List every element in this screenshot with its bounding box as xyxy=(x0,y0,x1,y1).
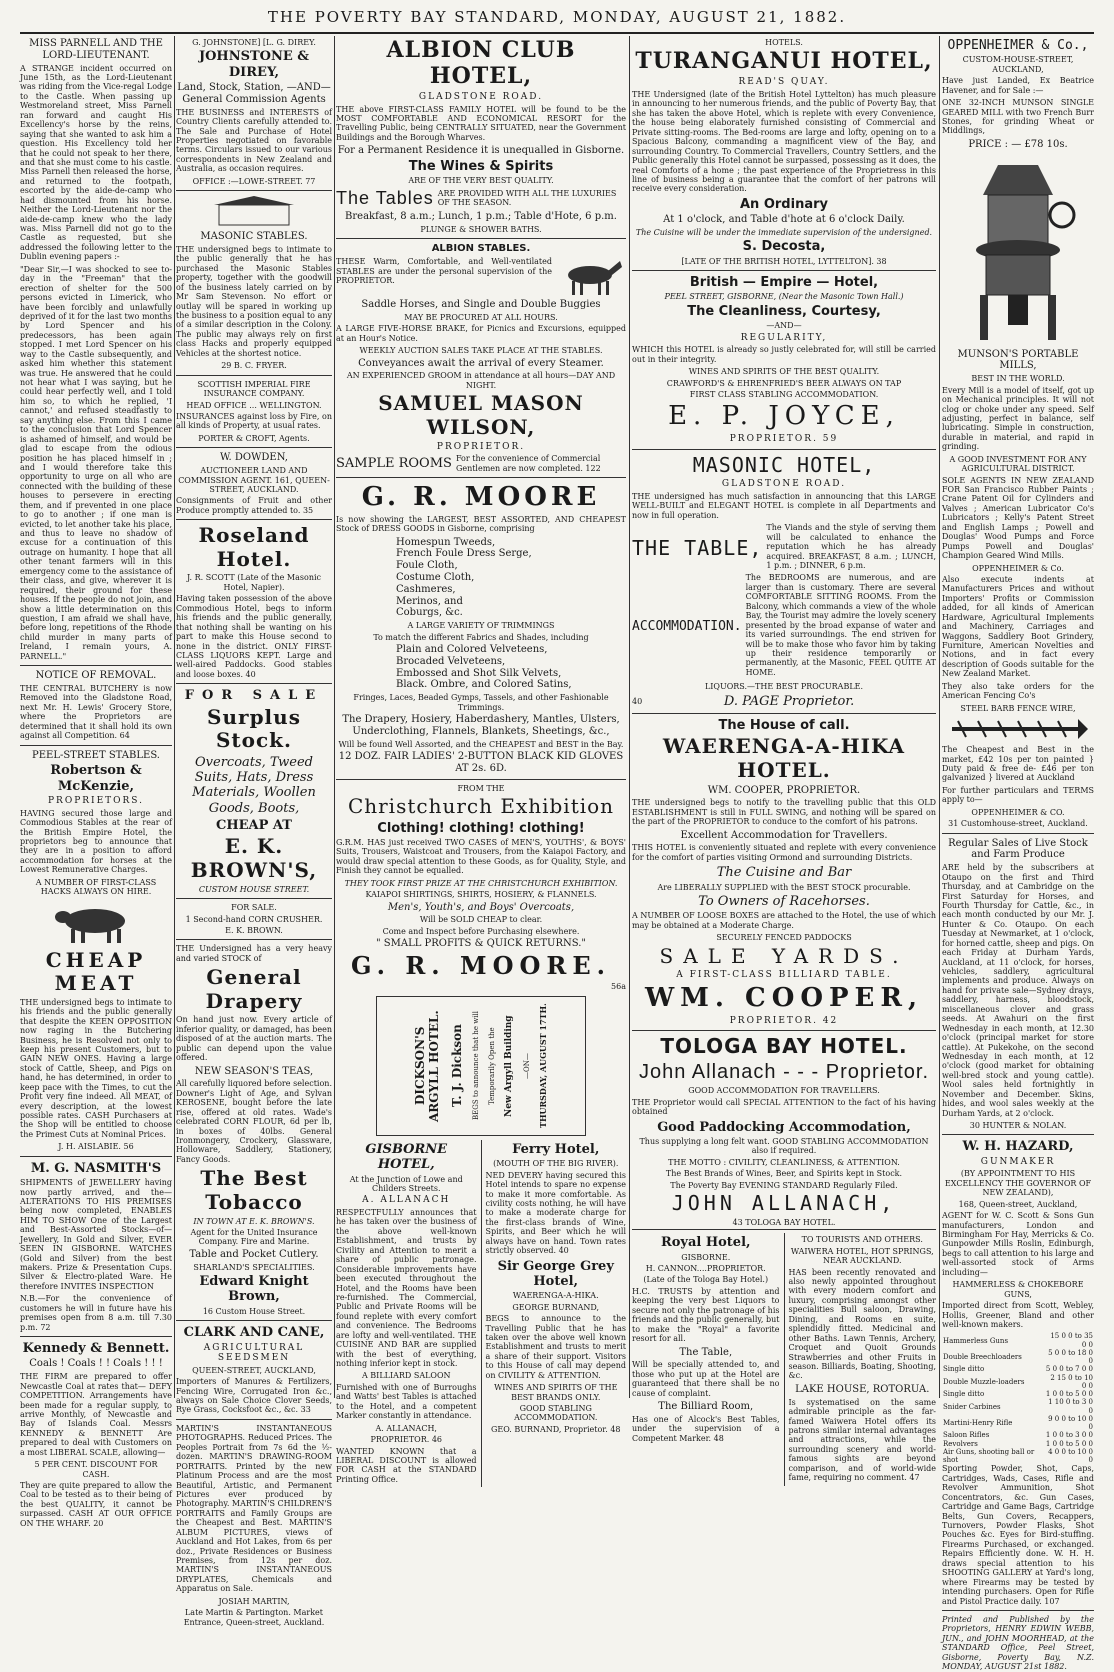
waiwera: WAIWERA HOTEL, HOT SPRINGS, NEAR AUCKLAND. xyxy=(790,1246,934,1266)
masonic-road: GLADSTONE ROAD. xyxy=(721,479,847,490)
burnand: GEORGE BURNAND, xyxy=(512,1302,600,1312)
joyce: E. P. JOYCE, xyxy=(668,401,900,432)
billiard-room-body: Has one of Alcock's Best Tables, under the supervision of a Competent Marker. 48 xyxy=(632,1414,780,1443)
table-row: Single ditto 1 0 0 to 5 0 0 xyxy=(943,1390,1093,1399)
nasmith-nb: N.B.—For the convenience of customers he will in future have his premises open from 8 a.m. till 7.30 p.m. 72 xyxy=(20,1294,172,1332)
article-body: A STRANGE incident occurred on June 15th, as the Lord-Lieutenant was riding from the Vice-regal Lodge to the Castle. When passing up Westmoreland street, Miss Parnell ran forward and caught His Excellency's horse by the reins, saying that she wanted to ask him a question. His Excellency told her that he could not speak to her there, and that she must come to his castle. Miss Parnell then released the horse, and returned to the footpath, escorted by the aide-de-camp who had dismounted from his horse. Neither the Lord-Lieutenant nor the aide-de-camp knew who the lady was. Miss Parnell did not go to the Castle as requested, but she addressed the following letter to the Dublin evening papers :- xyxy=(20,63,172,262)
article-letter: "Dear Sir,—I was shocked to see to-day in the "Freeman" that the erection of shelter for the 500 persons evicted in Limerick, who have been forcibly and unlawfully deprived of it for the last two months by Lord Spencer and his predecessors, has been again stopped. I met Lord Spencer on his way to the Castle subsequently, and asked him whether this statement was true. He answered that he could not hear what I was saying, but he could hear perfectly well, and I told him so, to which he replied, 'I cannot,' and refused steadfastly to say anything else. From this I came to the conclusion that Lord Spencer is ashamed of himself, and would be glad to escape from the odious position he has placed himself in ; and I would therefore take this opportunity to urge on all who are connected with the building of these houses to persevere in erecting them, and if prevented in one place to go to another ; if one man is evicted, to let another take his place, and thus to leave no shadow of excuse for a continuation of this outrage on humanity. I hope that all other tenant farmers will in this emergency come to the assistance of their class, and give, wherever it is required, their ground for these houses. If the people do not join, and show a little determination on this question, I am afraid we shall have, before long, repetitions of the Rhode child murder in many parts of Ireland, I remain yours, A. PARNELL." xyxy=(20,264,172,661)
auction: WEEKLY AUCTION SALES TAKE PLACE AT THE STABLES. xyxy=(359,346,603,356)
moore2-num: 56a xyxy=(611,982,626,992)
horse-icon xyxy=(556,257,626,297)
munson: MUNSON'S PORTABLE MILLS, xyxy=(957,348,1079,372)
trimmings: A LARGE VARIETY OF TRIMMINGS xyxy=(407,621,555,631)
ekbrown-full: Edward Knight Brown, xyxy=(199,1274,309,1305)
grey-wines: WINES AND SPIRITS OF THE BEST BRANDS ONLY. xyxy=(494,1383,618,1402)
british-sub: PEEL STREET, GISBORNE, (Near the Masonic Town Hall.) xyxy=(664,292,904,302)
ekb-addr: 16 Custom House Street. xyxy=(202,1306,306,1316)
waerenga: WAERENGA-A-HIKA HOTEL. xyxy=(662,734,906,782)
allanach2: A. ALLANACH, xyxy=(375,1423,437,1433)
removal-title: NOTICE OF REMOVAL. xyxy=(35,670,157,682)
tologa: TOLOGA BAY HOTEL. xyxy=(660,1034,908,1059)
brands: The Best Brands of Wines, Beer, and Spirits kept in Stock. xyxy=(665,1169,903,1179)
table2-body: Will be specially attended to, and those who put up at the Hotel are guaranteed that there shall be no cause of complaint. xyxy=(632,1360,780,1398)
billiard-body: Furnished with one of Burroughs and Watts' best Tables is attached to the Hotel, and a competent Marker constantly in attendance. xyxy=(336,1382,477,1421)
moore-item: French Foule Dress Serge, xyxy=(396,548,532,560)
kennedy-title: Kennedy & Bennett. xyxy=(22,1341,170,1357)
price: PRICE : — £78 10s. xyxy=(968,138,1068,150)
ordinary: An Ordinary xyxy=(740,196,828,212)
table: THE TABLE, xyxy=(632,535,763,560)
table-row: Saloon Rifles 1 0 0 to 3 0 0 xyxy=(943,1431,1093,1440)
gisborne-body: RESPECTFULLY announces that he has taken over the business of the above well-known Establishment, and trusts by Civility and Attention to merit a share of public patronage. Considerable improvements have been executed throughout the Hotel, and the Rooms have been re-furnished. The Commercial, Public and Private Rooms will be found replete with every comfort and convenience. The Bedrooms are lofty and well-ventilated. THE CUISINE AND BAR are supplied with the best of everything, nothing inferior kept in stock. xyxy=(336,1208,477,1369)
table-row: Revolvers 1 0 0 to 5 0 0 xyxy=(943,1439,1093,1448)
samuel: SAMUEL MASON WILSON, xyxy=(378,391,584,439)
albion-title: ALBION CLUB HOTEL, xyxy=(386,37,576,89)
column-1 xyxy=(20,36,172,1528)
masonic-sign: 29 B. C. FRYER. xyxy=(221,361,287,371)
fringes: Fringes, Laces, Beaded Gymps, Tassels, and other Fashionable Trimmings. xyxy=(353,693,609,712)
saddle: Saddle Horses, and Single and Double Buggies xyxy=(361,299,601,311)
british: British — Empire — Hotel, xyxy=(689,275,879,291)
mens: Men's, Youth's, and Boys' Overcoats, xyxy=(387,901,575,913)
decosta-sub: [LATE OF THE BRITISH HOTEL, LYTTELTON]. 38 xyxy=(681,256,887,266)
kaiapoi: KAIAPOI SHIRTINGS, SHIRTS, HOSIERY, & FLANNELS. xyxy=(365,890,597,900)
opp2-body: Also execute indents at Manufacturers Prices and without Importers' Profits or Commission added, for all kinds of American Hardware, Agricultural Implements and Machinery, Carriages and Waggons, Saddlery Boot Grindery, Furniture, American Novelties and Notions, and in fact every description of Goods suitable for the New Zealand Market. xyxy=(942,574,1094,679)
fence: STEEL BARB FENCE WIRE, xyxy=(960,703,1076,713)
wines-sub: ARE OF THE VERY BEST QUALITY. xyxy=(408,176,554,186)
billiard: A BILLIARD SALOON xyxy=(361,1371,451,1381)
meat-body: THE undersigned begs to intimate to his friends and the public generally that despite the KEEN OPPOSITION now raging in the Butchering Business, he is Resolved not only to keep his present Customers, but to GAIN NEW ONES. Having a large stock of Cattle, Sheep, and Pigs on hand, he has determined, in order to keep pace with the Times, to cut the Profit very fine indeed. All MEAT, of every description, at the lowest possible rates. CASH Purchasers at the Shop will be entitled to choose the Primest Cuts at Nominal Prices. xyxy=(20,997,172,1139)
moore-item: Cashmeres, xyxy=(396,583,456,595)
gun-intro: Imported direct from Scott, Webley, Hollis, Greener, Bland and other well-known makers. xyxy=(942,1301,1094,1329)
stables-body: THESE Warm, Comfortable, and Well-ventilated STABLES are under the personal supervision of the PROPRIETOR. xyxy=(336,257,552,285)
fence-body: The Cheapest and Best in the market, £42 10s per ton painted } Duty paid & free de- £46 per ton galvanized } livered at Auckland xyxy=(942,745,1094,783)
nasmith-body: SHIPMENTS of JEWELLERY having now partly arrived, and the— ALTERATIONS TO HIS PREMISES being now completed, ENABLES HIM TO SHOW One of the Largest and Best-Assorted Stocks—of—Jewellery, In Gold and Silver, EVER SEEN IN GISBORNE. WATCHES (Gold and Silver) from the best makers. Prize & Presentation Cups. Silver & Electro-plated Ware. He therefore INVITES INSPECTION xyxy=(20,1178,172,1291)
samuel-prop: PROPRIETOR. xyxy=(436,441,526,452)
tourists: TO TOURISTS AND OTHERS. xyxy=(801,1235,923,1245)
british-body: WHICH this HOTEL is already so justly celebrated for, will still be carried out in their integrity. xyxy=(632,345,936,364)
cannon-late: (Late of the Tologa Bay Hotel.) xyxy=(643,1275,769,1285)
mill-illustration xyxy=(958,155,1078,345)
lake-body: Is systematised on the same admirable principle as the far-famed Waiwera Hotel offers its patrons similar internal advantages and attractions, while the surrounding scenery and world-famous sights are beyond comparison, and of world-wide fame, requiring no comment. 47 xyxy=(788,1397,936,1483)
gun-foot: Sporting Powder, Shot, Caps, Cartridges, Wads, Cases, Rifle and Revolver Ammunition, Shot Concentrators, &c. Gun Cases, Cartridge and Game Bags, Cartridge Belts, Gun Covers, Recappers, Turnovers, Powder Flasks, Shot Pouches &c. Eyes for Bird-stuffing. Firearms Purchased, or exchanged. Repairs Efficiently done. W. H. H. draws special attention to his SHOOTING GALLERY at Yard's long, where Firearms may be tested by intending purchasers. Open for Rifle and Pistol Practice daily. 107 xyxy=(942,1464,1094,1606)
nasmith-title: M. G. NASMITH'S xyxy=(30,1160,162,1176)
hunter: 30 HUNTER & NOLAN. xyxy=(969,1121,1067,1130)
surplus: Surplus Stock. xyxy=(207,704,301,753)
albion-stables: ALBION STABLES. xyxy=(431,243,531,255)
overcoats: Overcoats, Tweed Suits, Hats, Dress Materials, Woollen Goods, Boots, xyxy=(192,754,316,816)
vert-line: T. J. Dickson xyxy=(449,1024,464,1108)
cooper2-prop: PROPRIETOR. 42 xyxy=(729,1015,839,1026)
column-3 xyxy=(336,36,626,1484)
cannon: H. CANNON....PROPRIETOR. xyxy=(645,1264,766,1274)
investment: A GOOD INVESTMENT FOR ANY AGRICULTURAL DISTRICT. xyxy=(949,454,1087,474)
reads: READ'S QUAY. xyxy=(738,77,830,88)
jrscott: J. R. SCOTT (Late of the Masonic Hotel, Napier). xyxy=(186,573,322,592)
sharland: SHARLAND'S SPECIALITIES. xyxy=(193,1262,315,1272)
clark-addr: QUEEN-STREET, AUCKLAND, xyxy=(192,1365,316,1375)
column-5 xyxy=(942,36,1095,1672)
oppenheimer: OPPENHEIMER & Co., xyxy=(947,38,1089,53)
velvet-item: Black. Ombre, and Colored Satins, xyxy=(396,679,572,691)
opp-mill: ONE 32-INCH MUNSON SINGLE GEARED MILL with two French Burr Stones, for grinding Wheat or Middlings, xyxy=(942,98,1094,136)
peel-body: HAVING secured those large and Commodious Stables at the rear of the British Empire Hotel, the proprietors beg to announce that they are in a position to afford accommodation for horses at the Lowest Remunerative Charges. xyxy=(20,808,172,875)
removal-body: THE CENTRAL BUTCHERY is now Removed into the Gladstone Road, next Mr. H. Lewis' Grocery Store, where the Proprietors are determined that it shall hold its own against all Competition. 64 xyxy=(20,683,172,741)
masthead: THE POVERTY BAY STANDARD, MONDAY, AUGUST 21, 1882. xyxy=(20,8,1094,34)
meat-sign: J. H. AISLABIE. 56 xyxy=(58,1142,134,1152)
coals: Coals ! Coals ! ! Coals ! ! ! xyxy=(29,1358,163,1370)
trimmings-sub: To match the different Fabrics and Shades, including xyxy=(373,632,589,642)
allanach2: JOHN ALLANACH, xyxy=(671,1191,897,1216)
price-table xyxy=(942,1332,1094,1464)
moore: G. R. MOORE xyxy=(361,481,601,512)
allanach: John Allanach - - - Proprietor. xyxy=(638,1060,929,1083)
dowden-body: Consignments of Fruit and other Produce promptly attended to. 35 xyxy=(176,496,332,515)
wa-body2: THIS HOTEL is conveniently situated and replete with every convenience for the comfort of parties visiting Ormond and surrounding Districts. xyxy=(632,843,936,862)
paddocking-sub: Thus supplying a long felt want. GOOD STABLING ACCOMMODATION also if required. xyxy=(639,1137,929,1156)
cooper2: WM. COOPER, xyxy=(644,982,924,1013)
gisborne-sub: At the Junction of Lowe and Childers Streets. xyxy=(349,1174,463,1193)
from: FROM THE xyxy=(457,783,505,793)
imprint: Printed and Published by the Proprietors, HENRY EDWIN WEBB, JUN., and JOHN MOORHEAD, at the STANDARD Office, Peel Street, Gisborne, Poverty Bay, N.Z. MONDAY, AUGUST 21st 1882. xyxy=(942,1614,1094,1672)
moore-item: Merinos, and xyxy=(396,595,463,607)
ordinary-sub: At 1 o'clock, and Table d'hote at 6 o'clock Daily. xyxy=(663,214,905,226)
article-title: MISS PARNELL AND THE LORD-LIEUTENANT. xyxy=(29,38,163,61)
cheap-at: CHEAP AT xyxy=(216,818,292,834)
opp-addr: CUSTOM-HOUSE-STREET, AUCKLAND, xyxy=(962,55,1074,74)
table-row: Single ditto 5 0 0 to 7 0 0 xyxy=(943,1365,1093,1374)
turanganui: TURANGANUI HOTEL, xyxy=(635,48,933,75)
masonic: MASONIC HOTEL, xyxy=(692,452,876,477)
column-2 xyxy=(176,36,333,1627)
ferry-sub: (MOUTH OF THE BIG RIVER). xyxy=(493,1159,619,1169)
gun-appt: (BY APPOINTMENT TO HIS EXCELLENCY THE GOVERNOR OF NEW ZEALAND), xyxy=(944,1169,1092,1198)
johnstone-name: JOHNSTONE & DIREY, xyxy=(198,49,310,80)
velvet-item: Embossed and Shot Silk Velvets, xyxy=(396,667,562,679)
paddocking: Good Paddocking Accommodation, xyxy=(657,1119,911,1135)
grey-sub: WAERENGA-A-HIKA. xyxy=(512,1291,599,1301)
vert-line: New Argyll Building xyxy=(504,1015,515,1117)
christchurch: Christchurch Exhibition xyxy=(347,794,615,819)
hammerless: HAMMERLESS & CHOKEBORE GUNS, xyxy=(952,1280,1084,1299)
roseland: Roseland Hotel. xyxy=(198,523,310,571)
fence-intro: They also take orders for the American Fencing Co's xyxy=(942,681,1094,701)
conveyances: Conveyances await the arrival of every Steamer. xyxy=(358,357,604,369)
customs: CUSTOM HOUSE STREET. xyxy=(198,884,310,894)
inspect: Come and Inspect before Purchasing elsewhere. xyxy=(382,926,580,936)
vert-line: DICKSON'S ARGYLL HOTEL. xyxy=(413,1010,442,1122)
wines: The Wines & Spirits xyxy=(408,159,554,175)
peel-hacks: A NUMBER OF FIRST-CLASS HACKS ALWAYS ON HIRE. xyxy=(35,877,157,897)
billiard-room: The Billiard Room, xyxy=(658,1401,754,1413)
page: D. PAGE Proprietor. xyxy=(723,693,855,709)
cannon-body: H.C. TRUSTS by attention and keeping the very best Liquors to secure not only the patronage of his friends and the public generally, but to make the "Royal" a favorite resort for all. xyxy=(632,1286,780,1344)
roseland-body: Having taken possession of the above Commodious Hotel, begs to inform his friends and the public generally, that nothing shall be wanting on his part to make this House second to none in the district. ONLY FIRST-CLASS LIQUORS KEPT. Large and well-aired Paddocks. Good stables and loose boxes. 40 xyxy=(176,594,332,679)
page-num: 40 xyxy=(632,696,643,706)
tables: The Tables xyxy=(336,187,434,208)
wa-body: THE undersigned begs to notify to the travelling public that this OLD ESTABLISHMENT is still in FULL SWING, and nothing will be spared on the part of the PROPRIETOR to conduce to the comfort of his patrons. xyxy=(632,798,936,827)
drapery-body: On hand just now. Every article of inferior quality, or damaged, has been disposed of at the auction marts. The public can depend upon the value offered. xyxy=(176,1015,332,1063)
groom: AN EXPERIENCED GROOM in attendance at all hours—DAY AND NIGHT. xyxy=(346,371,616,390)
mill-body: Every Mill is a model of itself, got up on Mechanical principles. It will not clog or choke under any speed. Self adjusting, perfect in balance, self lubricating. Simple in construction, durable in material, and rapid in grinding. xyxy=(942,385,1094,452)
teas: NEW SEASON'S TEAS, xyxy=(194,1065,314,1077)
ekb2: E. K. BROWN. xyxy=(225,925,283,935)
cuisine-bar-sub: Are LIBERALLY SUPPLIED with the BEST STOCK procurable. xyxy=(657,882,911,892)
table-row: Air Guns, shooting ball or shot 4 0 0 to 10 0 0 xyxy=(943,1447,1093,1465)
accommodation: ACCOMMODATION. xyxy=(632,619,742,635)
velvet-item: Plain and Colored Velveteens, xyxy=(396,643,548,655)
lake: LAKE HOUSE, ROTORUA. xyxy=(795,1383,930,1395)
martin-addr: Late Martin & Partington. Market Entrance, Queen-street, Auckland. xyxy=(183,1608,325,1627)
moore-item: Costume Cloth, xyxy=(396,571,475,583)
table-row: Double Muzzle-loaders 2 15 0 to 10 0 0 xyxy=(943,1373,1093,1390)
allanach: A. ALLANACH xyxy=(362,1195,451,1206)
moore-item: Homespun Tweeds, xyxy=(396,536,496,548)
paddocks: SECURELY FENCED PADDOCKS xyxy=(716,933,852,943)
johnstone-office: OFFICE :—LOWE-STREET. 77 xyxy=(192,176,316,186)
regularity: REGULARITY, xyxy=(740,332,828,343)
peel-name: Robertson & McKenzie, xyxy=(50,763,142,794)
hotels-heading: HOTELS. xyxy=(765,38,803,47)
grm: G.R.M. HAS just received TWO CASES of MEN'S, YOUTHS', & BOYS' Suits, Trousers, Waistcoat and Trousers, from the Kaiapoi Factory, and would draw special attention to these Goods, as for Quality, Style, and Finish they cannot be equalled. xyxy=(336,838,626,876)
martin-body: MARTIN'S INSTANTANEOUS PHOTOGRAPHS. Reduced Prices. The Peoples Portrait from 7s 6d the ½-dozen. MARTIN'S DRAWING-ROOM PORTRAITS. Printed by the new Platinum Process and are the most Beautiful, Artistic, and Permanent Pictures ever produced by Photography. MARTIN'S CHILDREN'S PORTRAITS and Family Groups are the Cheapest and Best. MARTIN'S ALBUM PICTURES, views of Auckland and Hot Lakes, from 6s per doz., Private Residences or Business Premises, from 12s per doz. MARTIN'S INSTANTANEOUS DRYPLATES, Chemicals and Apparatus on Sale. xyxy=(176,1423,333,1594)
opp2: OPPENHEIMER & Co. xyxy=(972,563,1064,573)
wanted: WANTED KNOWN that a LIBERAL DISCOUNT is allowed FOR CASH at the STANDARD Printing Office. xyxy=(336,1446,477,1484)
scottish-office: HEAD OFFICE ... WELLINGTON. xyxy=(186,400,322,410)
british-wines: WINES AND SPIRITS OF THE BEST QUALITY. xyxy=(688,367,880,377)
best: BEST IN THE WORLD. xyxy=(971,374,1065,384)
moore-intro: Is now showing the LARGEST, BEST ASSORTED, AND CHEAPEST Stock of DRESS GOODS in Gisborne, comprising xyxy=(336,514,626,534)
tologa-body: THE Proprietor would call SPECIAL ATTENTION to the fact of his having obtained xyxy=(632,1097,936,1117)
table2: The Table, xyxy=(679,1346,733,1358)
filed: The Poverty Bay EVENING STANDARD Regularly Filed. xyxy=(670,1180,898,1190)
cooper: WM. COOPER, PROPRIETOR. xyxy=(707,784,861,796)
gun-addr: 168, Queen-street, Auckland, xyxy=(958,1199,1078,1209)
masonic-body: THE undersigned begs to intimate to the public generally that he has purchased the Masonic Stables property, together with the goodwill of the business lately carried on by Mr Sam Stevenson. No effort or outlay will be spared in working up the business to a position equal to any of a similar description in the Colony. The public may always rely on first class Hacks and properly equipped Vehicles at the shortest notice. xyxy=(176,244,332,358)
profits: " SMALL PROFITS & QUICK RETURNS." xyxy=(375,938,587,950)
regular: Regular Sales of Live Stock and Farm Produce xyxy=(948,837,1088,861)
stabling: FIRST CLASS STABLING ACCOMMODATION. xyxy=(689,390,879,400)
crusher: 1 Second-hand CORN CRUSHER. xyxy=(185,914,323,924)
martin-sign: JOSIAH MARTIN, xyxy=(218,1596,290,1606)
table-row: Double Breechloaders 5 0 0 to 18 0 0 xyxy=(943,1348,1093,1366)
liquors: LIQUORS.—THE BEST PROCURABLE. xyxy=(704,682,864,692)
table-row: Snider Carbines 1 10 0 to 3 0 0 xyxy=(943,1398,1093,1415)
excellent: Excellent Accommodation for Travellers. xyxy=(680,829,888,841)
gloves: 12 DOZ. FAIR LADIES' 2-BUTTON BLACK KID GLOVES AT 2s. 6D. xyxy=(338,751,624,774)
johnstone-head: G. JOHNSTONE] [L. G. DIREY. xyxy=(192,38,316,47)
peel-title: PEEL-STREET STABLES. xyxy=(31,749,160,761)
cuisine: The Cuisine will be under the immediate supervision of the undersigned. xyxy=(635,227,933,237)
and: —AND— xyxy=(766,321,802,331)
tur-body: THE Undersigned (late of the British Hotel Lyttelton) has much pleasure in announcing to her numerous friends, and the public of Poverty Bay, that she has taken the above Hotel, which is replete with every Convenience, the house being elaborately furnished consisting of Commercial and Private sitting-rooms. The Bed-rooms are large and lofty, opening on to a Spacious Balcony, commanding a magnificent view of the Bay, and surrounding Country. To Commercial Travellers, Country Settlers, and the Public generally this Hotel cannot be surpassed, possessing as it does, the real Comforts of a home ; the past experience of the Proprietress in this line of business being a guarantee that the comfort of her patrons will receive every consideration. xyxy=(632,90,936,194)
agent: Agent for the United Insurance Company. Fire and Marine. xyxy=(190,1227,318,1247)
vert-line: BEGS to announce that he will xyxy=(471,1011,480,1121)
found: Will be found Well Assorted, and the CHEAPEST and BEST in the Bay. xyxy=(338,739,624,749)
building-icon xyxy=(209,195,299,227)
forsale2: FOR SALE. xyxy=(231,903,277,913)
discount: 5 PER CENT. DISCOUNT FOR CASH. xyxy=(34,1460,158,1479)
forsale: FOR SALE xyxy=(184,688,324,704)
peel-prop: PROPRIETORS. xyxy=(47,796,145,807)
porter: PORTER & CROFT, Agents. xyxy=(198,433,310,443)
motto: THE MOTTO : CIVILITY, CLEANLINESS, & ATTENTION. xyxy=(668,1157,900,1167)
royal: Royal Hotel, xyxy=(660,1235,751,1251)
ekbrown: E. K. BROWN'S, xyxy=(190,834,318,883)
table-body: The Viands and the style of serving them will be calculated to enhance the reputation which he has already acquired. BREAKFAST, 8 a.m. ; LUNCH, 1 p.m. ; DINNER, 6 p.m. xyxy=(766,523,936,571)
scottish-body: INSURANCES against loss by Fire, on all kinds of Property, at usual rates. xyxy=(176,411,332,431)
cow-icon xyxy=(51,901,141,945)
decosta: S. Decosta, xyxy=(742,239,826,255)
sample: SAMPLE ROOMS xyxy=(336,455,452,471)
tobacco: The Best Tobacco xyxy=(200,1166,308,1214)
vert-line: THURSDAY, AUGUST 17TH. xyxy=(538,1003,549,1129)
moore2: G. R. MOORE. xyxy=(351,951,611,981)
teas-body: All carefully liquored before selection. Downer's Light of Age, and Sylvan KEROSENE, bought before the late rise, offered at old rates. Wade's celebrated CORN FLOUR, 6d per lb, in boxes of 40lbs. General Ironmongery, Crockery, Glassware, Holloware, Saddlery, Stationery, Fancy Goods. xyxy=(176,1079,332,1164)
vert-line: Temporarily Open the xyxy=(488,1027,497,1105)
terms: For further particulars and TERMS apply to— xyxy=(942,785,1094,805)
kennedy-foot: They are quite prepared to allow the Coal to be tested as to their being of the best QUALITY, it cannot be surpassed. CASH AT OUR OFFICE ON THE WHARF. 20 xyxy=(20,1481,172,1528)
masonic-body: THE undersigned has much satisfaction in announcing that this LARGE WELL-BUILT and ELEGANT HOTEL is complete in all Departments and now in full operation. xyxy=(632,491,936,520)
gunmaker: GUNMAKER xyxy=(980,1156,1056,1167)
ferry-body: NED DEVERY having secured this Hotel intends to spare no expense to make it more comfortable. As civility costs nothing, he will have to make a moderate charge for the first-class brands of Wine, Spirits, and Beer which he will always have on hand. Town rates strictly observed. 40 xyxy=(485,1170,626,1256)
accom-body: The BEDROOMS are numerous, and are larger than is customary. There are several COMFORTABLE SITTING ROOMS. From the Balcony, which commands a view of the whole Bay, the Tourist may admire the lovely scenery presented by the broad expanse of water and its varied surroundings. The end striven for will be to make those who favor him by taking up their residence temporarily or permanently, at the Masonic, FEEL QUITE AT HOME. xyxy=(745,573,936,677)
mens-sub: Will be SOLD CHEAP to clear. xyxy=(419,915,543,925)
royal-sub: GISBORNE. xyxy=(681,1252,731,1262)
dowden: W. DOWDEN, xyxy=(220,452,288,464)
opp3: OPPENHEIMER & CO. xyxy=(971,807,1065,817)
ferry: Ferry Hotel, xyxy=(512,1141,600,1157)
johnstone-body: THE BUSINESS and INTERESTS of Country Clients carefully attended to. The Sale and Purchase of Hotel Properties negotiated on favorable terms. Circulars issued to our various correspondents in New Zealand and Australia, as occasion requires. xyxy=(176,107,332,174)
drapery2: The Drapery, Hosiery, Haberdashery, Mantles, Ulsters, Underclothing, Flannels, Blankets, Sheetings, &c., xyxy=(342,714,620,737)
velvet-item: Brocaded Velveteens, xyxy=(396,655,506,667)
brake: A LARGE FIVE-HORSE BRAKE, for Picnics and Excursions, equipped at an Hour's Notice. xyxy=(336,324,626,343)
johnstone-sub: Land, Stock, Station, —AND— General Commission Agents xyxy=(177,82,331,105)
moore-item: Coburgs, &c. xyxy=(396,607,463,619)
barb-wire-icon xyxy=(948,717,1088,741)
clark: CLARK AND CANE, xyxy=(183,1325,325,1341)
meat-title: CHEAP MEAT xyxy=(45,947,147,996)
albion-body: THE above FIRST-CLASS FAMILY HOTEL will be found to be the MOST COMFORTABLE AND ECONOMICAL RESORT for the Travelling Public, being CENTRALLY SITUATED, near the Government Buildings and the Borough Wharves. xyxy=(336,104,626,142)
dowden-sub: AUCTIONEER LAND AND COMMISSION AGENT. 161, QUEEN-STREET, AUCKLAND. xyxy=(178,466,330,494)
drapery: General Drapery xyxy=(205,965,303,1013)
joyce-prop: PROPRIETOR. 59 xyxy=(729,434,839,445)
billiard-table: A FIRST-CLASS BILLIARD TABLE. xyxy=(676,970,892,981)
regular-body: ARE held by the subscribers at Otaupo on the first and Third Thursday, and at Cambridge on the First Saturday for Horses, and Fourth Thursday for Cattle, &c., in each month conducted by our Mr. J. Hunter & Co. Otaupo. On each Tuesday at Newmarket, at 1 o'clock, for horned cattle, sheep and pigs. On each Friday at Durham Yards, Auckland, at 11 o'clock, for horses, vehicles, saddlery, agricultural implements and produce. Always on hand for private sale—Sydney drays, saddlery, harness, bloodstock, miscellaneous clover and grass seeds. At Awahuri on the first Wednesday in each month, at 12.30 o'clock (principal market for store cattle). At Pukekohe, on the second Wednesday in each month, at 12 o'clock (good market for obtaining well-bred stock and young cattle). Wool sales held fortnightly in November and December. Skins, hides, and wool sales weekly at the Durham Yards, at 2 o'clock. xyxy=(942,863,1094,1118)
saddle-sub: MAY BE PROCURED AT ALL HOURS. xyxy=(404,312,558,322)
hazard: W. H. HAZARD, xyxy=(962,1139,1074,1155)
drapery-intro: THE Undersigned has a very heavy and varied STOCK of xyxy=(176,944,332,963)
good-accom: GOOD ACCOMMODATION FOR TRAVELLERS. xyxy=(688,1086,880,1096)
prize: THEY TOOK FIRST PRIZE AT THE CHRISTCHURCH EXHIBITION. xyxy=(344,878,618,888)
clark-body: Importers of Manures & Fertilizers, Fencing Wire, Corrugated Iron &c., always on Sale Choice Clover Seeds, Rye Grass, Cocksfoot &c., &c. 33 xyxy=(176,1377,332,1415)
agents: SOLE AGENTS IN NEW ZEALAND FOR San Francisco Rubber Paints ; Crane Patent Oil for Cylinders and Valves ; American Lubricator Co's Lubricators ; Kelly's Patent Street and English Lamps ; Powell and Douglas' Wood Pumps and Force Pumps Powell and Douglas' Champion Geared Wind Mills. xyxy=(942,475,1094,561)
waiwera-body: HAS been recently renovated and also newly appointed throughout with every modern comfort and luxury, comprising amongst other specialities Bull saloon, Drawing, Dining, and Rooms en suite, splendidly fitted. Medicinal and other Baths. Lawn Tennis, Archery, Croquet and Quoit Grounds Strawberries and other Fruits in season. Billiards, Boating, Shooting, &c. xyxy=(788,1267,936,1381)
kennedy-body: THE FIRM are prepared to offer Newcastle Coal at rates that— DEFY COMPETITION. Arrangements have been made for a regular supply, to arrive Monthly, of Newcastle and Bay of Islands Coal. Messrs KENNEDY & BENNETT Are prepared to deal with Customers on a most LIBERAL SCALE, allowing— xyxy=(20,1372,172,1457)
masonic-stables: MASONIC STABLES. xyxy=(200,231,308,243)
tables-sub: ARE PROVIDED WITH ALL THE LUXURIES OF THE SEASON. xyxy=(437,189,617,208)
gisborne: GISBORNE HOTEL, xyxy=(365,1141,448,1173)
albion-perm: For a Permanent Residence it is unequalled in Gisborne. xyxy=(337,145,625,157)
opp3-addr: 31 Customhouse-street, Auckland. xyxy=(948,819,1088,829)
cuisine-bar: The Cuisine and Bar xyxy=(716,865,852,881)
clothing: Clothing! clothing! clothing! xyxy=(377,820,585,836)
meals: Breakfast, 8 a.m.; Lunch, 1 p.m.; Table d'Hote, 6 p.m. xyxy=(345,211,617,223)
vert-line: —ON— xyxy=(522,1052,531,1079)
albion-road: GLADSTONE ROAD. xyxy=(418,91,544,102)
baths: PLUNGE & SHOWER BATHS. xyxy=(420,224,542,234)
grey-stabling: GOOD STABLING ACCOMMODATION. xyxy=(514,1404,598,1423)
allanach2-sub: 43 TOLOGA BAY HOTEL. xyxy=(732,1217,836,1227)
tobacco-sub: IN TOWN AT E. K. BROWN'S. xyxy=(193,1216,315,1226)
grey-body: BEGS to announce to the Travelling Public that he has taken over the above well known Establishment and trusts to merit a share of their support. Visitors to this House of call may depend on CIVILITY & ATTENTION. xyxy=(485,1314,626,1380)
allanach2-prop: PROPRIETOR. 46 xyxy=(370,1435,443,1445)
opp-intro: Have just Landed, Ex Beatrice Havener, and for Sale :— xyxy=(942,76,1094,95)
saleyards: SALE YARDS. xyxy=(659,943,909,968)
owners: To Owners of Racehorses. xyxy=(698,894,870,910)
cutlery: Table and Pocket Cutlery. xyxy=(189,1248,319,1260)
argyll-ad xyxy=(376,996,586,1136)
column-4 xyxy=(632,36,936,1483)
clark-sub: AGRICULTURAL SEEDSMEN xyxy=(203,1342,305,1364)
owners-body: A NUMBER OF LOOSE BOXES are attached to the Hotel, the use of which may be obtained at a Moderate Charge. xyxy=(632,911,936,930)
table-row: Hammerless Guns 15 0 0 to 35 0 0 xyxy=(943,1332,1093,1349)
moore-item: Foule Cloth, xyxy=(396,560,458,572)
grey: Sir George Grey Hotel, xyxy=(497,1258,614,1289)
burnand2: GEO. BURNAND, Proprietor. 48 xyxy=(490,1424,621,1434)
scottish: SCOTTISH IMPERIAL FIRE INSURANCE COMPANY. xyxy=(197,379,311,399)
houseofcall: The House of call. xyxy=(718,718,850,734)
cleanliness: The Cleanliness, Courtesy, xyxy=(687,303,881,319)
gun-body: AGENT for W. C. Scott & Sons Gun manufacturers, London and Birmingham For Hay, Merricks & Co. Gunpowder Mills Roslin, Edinburgh, begs to call attention to his large and well-assorted stock of Arms including— xyxy=(942,1211,1095,1277)
beer: CRAWFORD'S & EHRENFRIED'S BEER ALWAYS ON TAP xyxy=(666,378,902,388)
table-row: Martini-Henry Rifle 9 0 0 to 10 0 0 xyxy=(943,1414,1093,1432)
sample-sub: For the convenience of Commercial Gentlemen are now completed. 122 xyxy=(455,454,601,473)
